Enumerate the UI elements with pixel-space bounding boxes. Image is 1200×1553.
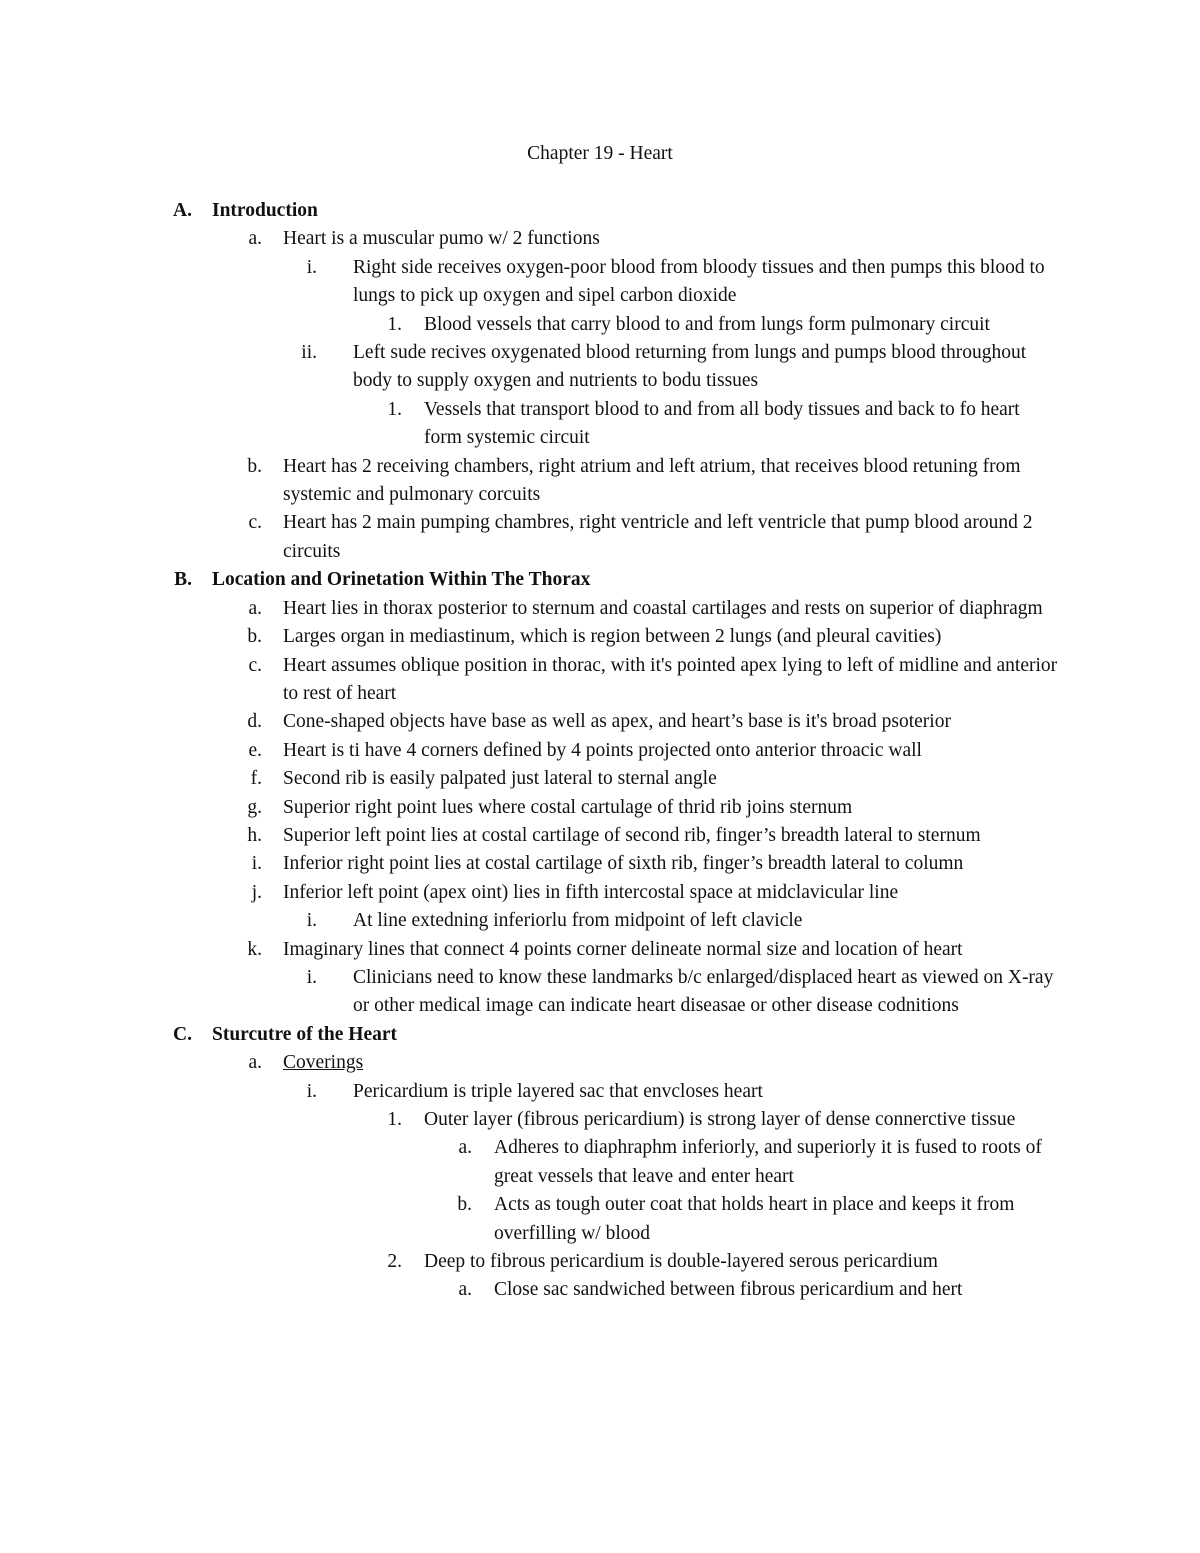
list-text: Superior left point lies at costal cartilage of second rib, finger’s breadth lateral to sternum: [283, 824, 981, 846]
list-marker: j.: [251, 881, 262, 903]
list-marker: d.: [247, 711, 262, 733]
list-text: Clinicians need to know these landmarks b/c enlarged/displaced heart as viewed on X-ray or other medical image can indicate heart diseasae or other disease codnitions: [353, 966, 1054, 1017]
list-text: Imaginary lines that connect 4 points corner delineate normal size and location of heart: [283, 938, 963, 960]
outline-subitem: [0, 907, 1200, 935]
list-marker: A.: [173, 200, 192, 221]
outline-numbered-item: [0, 1106, 1200, 1134]
list-text: Heart assumes oblique position in thorac, with it's pointed apex lying to left of midline and anterior to rest of heart: [283, 654, 1058, 704]
list-text: Adheres to diaphraphm inferiorly, and superiorly it is fused to roots of great vessels that leave and enter heart: [494, 1137, 1042, 1187]
list-marker: i.: [306, 910, 317, 932]
list-marker: C.: [173, 1023, 192, 1045]
list-text: Introduction: [212, 200, 318, 221]
page-title: Chapter 19 - Heart: [527, 143, 673, 164]
outline-item: [0, 623, 1200, 651]
outline-item: [0, 737, 1200, 765]
list-marker: f.: [250, 768, 262, 790]
list-text: Pericardium is triple layered sac that envcloses heart: [353, 1080, 763, 1102]
list-marker: b.: [247, 626, 262, 648]
outline-item: [0, 1049, 1200, 1077]
list-text: Heart lies in thorax posterior to sternum and coastal cartilages and rests on superior of diaphragm: [283, 597, 1043, 619]
outline-item: [0, 652, 1200, 709]
list-marker: c.: [248, 512, 262, 534]
outline-item: [0, 509, 1200, 566]
list-marker: a.: [458, 1279, 472, 1301]
outline-item: [0, 765, 1200, 793]
outline-numbered-item: [0, 396, 1200, 453]
outline-item: [0, 595, 1200, 623]
list-text: Left sude recives oxygenated blood returning from lungs and pumps blood throughout body to supply oxygen and nutrients to bodu tissues: [353, 342, 1027, 392]
list-marker: h.: [247, 824, 262, 846]
outline-subitem: [0, 339, 1200, 396]
outline-subitem: [0, 1078, 1200, 1106]
outline-nested-item: [0, 1191, 1200, 1248]
list-marker: c.: [248, 654, 262, 676]
outline-item: [0, 225, 1200, 253]
outline-list: [0, 197, 1200, 1305]
list-text: Blood vessels that carry blood to and from lungs form pulmonary circuit: [424, 313, 990, 335]
list-text: Close sac sandwiched between fibrous pericardium and hert: [494, 1279, 963, 1301]
outline-item: [0, 453, 1200, 510]
list-marker: a.: [248, 1052, 262, 1074]
outline-item: [0, 794, 1200, 822]
list-marker: b.: [457, 1194, 472, 1216]
outline-item: [0, 879, 1200, 907]
list-marker: B.: [174, 569, 192, 591]
list-marker: a.: [248, 228, 262, 250]
list-text: Outer layer (fibrous pericardium) is strong layer of dense connerctive tissue: [424, 1109, 1016, 1130]
list-text: Heart has 2 main pumping chambres, right ventricle and left ventricle that pump blood around 2 circuits: [283, 512, 1033, 562]
list-marker: ii.: [301, 342, 317, 364]
list-text: Deep to fibrous pericardium is double-layered serous pericardium: [424, 1251, 938, 1273]
list-text: At line extedning inferiorlu from midpoint of left clavicle: [353, 910, 803, 932]
list-marker: a.: [248, 597, 262, 619]
list-marker: k.: [247, 938, 262, 960]
outline-subitem: [0, 254, 1200, 311]
list-marker: i.: [251, 853, 262, 875]
list-marker: b.: [247, 455, 262, 477]
section-heading: [0, 566, 1200, 594]
list-text: Inferior right point lies at costal cartilage of sixth rib, finger’s breadth lateral to column: [283, 853, 964, 875]
list-text: Heart is a muscular pumo w/ 2 functions: [283, 228, 600, 250]
list-marker: 1.: [387, 313, 402, 335]
list-text: Sturcutre of the Heart: [212, 1023, 398, 1045]
list-marker: 1.: [387, 398, 402, 420]
outline-item: [0, 822, 1200, 850]
list-marker: i.: [306, 966, 317, 988]
list-marker: 1.: [387, 1109, 402, 1130]
outline-item: [0, 936, 1200, 964]
list-text: Coverings: [283, 1052, 364, 1074]
list-marker: i.: [306, 256, 317, 278]
outline-numbered-item: [0, 1248, 1200, 1276]
list-text: Acts as tough outer coat that holds heart in place and keeps it from overfilling w/ blood: [494, 1194, 1015, 1244]
section-heading: [0, 197, 1200, 225]
list-text: Cone-shaped objects have base as well as apex, and heart’s base is it's broad psoterior: [283, 711, 951, 733]
list-text: Heart has 2 receiving chambers, right atrium and left atrium, that receives blood retuning from systemic and pulmonary corcuits: [283, 455, 1021, 506]
list-text: Second rib is easily palpated just lateral to sternal angle: [283, 768, 717, 790]
section-heading: [0, 1021, 1200, 1049]
list-marker: a.: [458, 1137, 472, 1159]
outline-subitem: [0, 964, 1200, 1021]
list-marker: i.: [306, 1080, 317, 1102]
list-marker: g.: [247, 796, 262, 818]
outline-item: [0, 708, 1200, 736]
list-text: Vessels that transport blood to and from all body tissues and back to fo heart form systemic circuit: [424, 398, 1020, 449]
outline-nested-item: [0, 1134, 1200, 1191]
list-text: Larges organ in mediastinum, which is region between 2 lungs (and pleural cavities): [283, 626, 942, 648]
list-text: Inferior left point (apex oint) lies in fifth intercostal space at midclavicular line: [283, 881, 899, 903]
outline-nested-item: [0, 1276, 1200, 1304]
list-marker: 2.: [387, 1251, 402, 1273]
list-text: Right side receives oxygen-poor blood from bloody tissues and then pumps this blood to lungs to pick up oxygen and sipel carbon dioxide: [353, 256, 1045, 307]
list-text: Superior right point lues where costal cartulage of thrid rib joins sternum: [283, 796, 853, 818]
outline-numbered-item: [0, 311, 1200, 339]
list-text: Heart is ti have 4 corners defined by 4 points projected onto anterior throacic wall: [283, 739, 922, 761]
outline-item: [0, 850, 1200, 878]
list-marker: e.: [248, 739, 262, 761]
list-text: Location and Orinetation Within The Thorax: [212, 569, 591, 591]
